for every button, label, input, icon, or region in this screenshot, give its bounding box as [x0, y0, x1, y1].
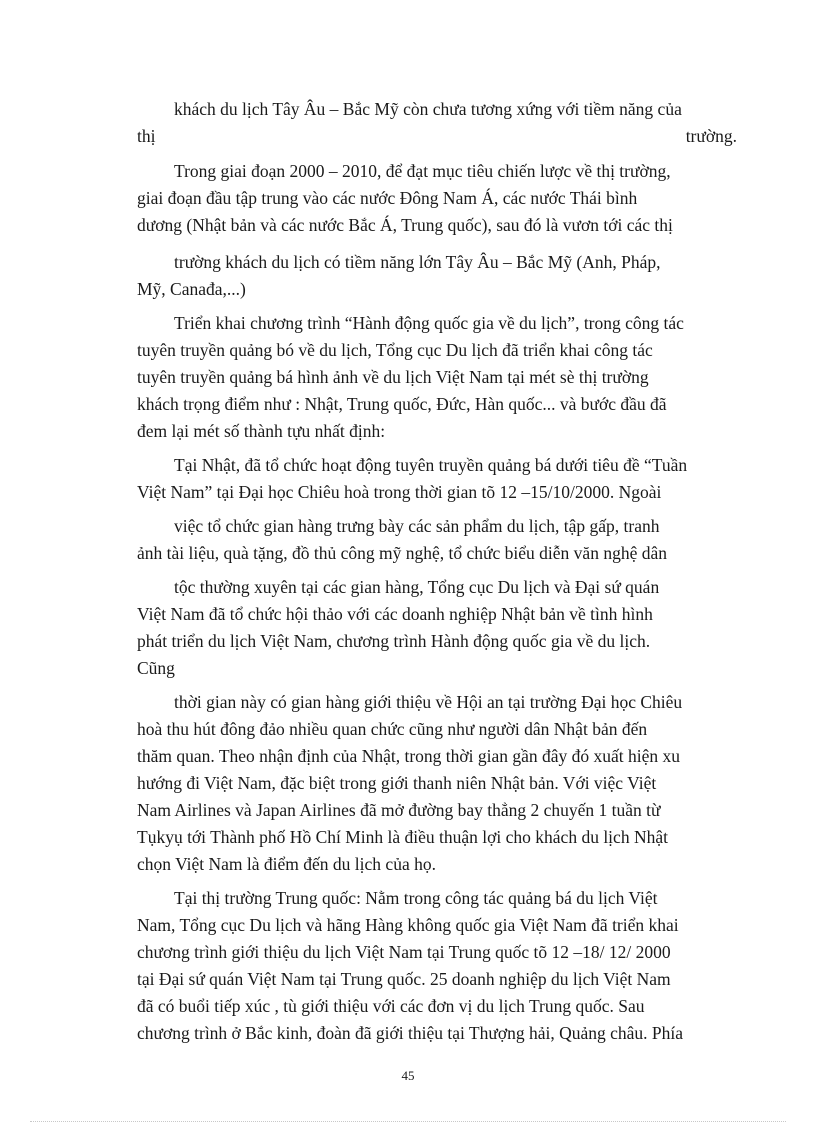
text-line: chương trình giới thiệu du lịch Việt Nam tại Trung quốc tõ 12 –18/ 12/ 2000 — [137, 942, 671, 962]
paragraph-1 — [137, 96, 737, 150]
text-line: tại Đại sứ quán Việt Nam tại Trung quốc. 25 doanh nghiệp du lịch Việt Nam — [137, 969, 671, 989]
text-line: Việt Nam” tại Đại học Chiêu hoà trong thời gian tõ 12 –15/10/2000. Ngoài — [137, 482, 662, 502]
text-line: Tụkyụ tới Thành phố Hồ Chí Minh là điều thuận lợi cho khách du lịch Nhật — [137, 827, 668, 847]
page-number: 45 — [401, 1068, 415, 1083]
text-line: ảnh tài liệu, quà tặng, đồ thủ công mỹ nghệ, tổ chức biểu diễn văn nghệ dân — [137, 543, 667, 563]
text-line: chọn Việt Nam là điểm đến du lịch của họ. — [137, 854, 436, 874]
text-line: Tại thị trường Trung quốc: Nằm trong công tác quảng bá du lịch Việt — [174, 888, 658, 908]
text-fragment: trường. — [685, 126, 737, 146]
text-line: chương trình ở Bắc kinh, đoàn đã giới thiệu tại Thượng hải, Quảng châu. Phía — [137, 1023, 684, 1043]
paragraph-5 — [137, 452, 737, 506]
text-line: thời gian này có gian hàng giới thiệu về Hội an tại trường Đại học Chiêu — [174, 692, 683, 712]
paragraph-4 — [137, 310, 737, 445]
text-line: dương (Nhật bản và các nước Bắc Á, Trung quốc), sau đó là vươn tới các thị — [137, 215, 673, 235]
paragraph-2 — [137, 158, 737, 239]
paragraph-7 — [137, 574, 737, 682]
text-line: Nam, Tổng cục Du lịch và hãng Hàng không quốc gia Việt Nam đã triển khai — [137, 915, 679, 935]
text-line: Triển khai chương trình “Hành động quốc gia về du lịch”, trong công tác — [174, 313, 684, 333]
text-line: đã có buổi tiếp xúc , tù giới thiệu với các đơn vị du lịch Trung quốc. Sau — [137, 996, 645, 1016]
page-bottom-divider — [30, 1121, 786, 1122]
text-line: hướng đi Việt Nam, đặc biệt trong giới thanh niên Nhật bản. Với việc Việt — [137, 773, 657, 793]
paragraph-9 — [137, 885, 737, 1047]
text-fragment: thị — [137, 126, 156, 146]
text-line: tuyên truyền quảng bá hình ảnh về du lịch Việt Nam tại mét sè thị trường — [137, 367, 649, 387]
text-line: phát triển du lịch Việt Nam, chương trình Hành động quốc gia về du lịch. — [137, 631, 651, 651]
text-line: Cũng — [137, 658, 175, 678]
text-line: khách trọng điểm như : Nhật, Trung quốc, Đức, Hàn quốc... và bước đầu đã — [137, 394, 667, 414]
text-line: tộc thường xuyên tại các gian hàng, Tổng cục Du lịch và Đại sứ quán — [174, 577, 660, 597]
text-line: khách du lịch Tây Âu – Bắc Mỹ còn chưa tương xứng với tiềm năng của — [174, 99, 682, 119]
text-line: giai đoạn đầu tập trung vào các nước Đông Nam Á, các nước Thái bình — [137, 188, 638, 208]
text-line: tuyên truyền quảng bó về du lịch, Tổng cục Du lịch đã triển khai công tác — [137, 340, 653, 360]
text-line: Mỹ, Canađa,...) — [137, 279, 246, 299]
text-line: đem lại mét số thành tựu nhất định: — [137, 421, 386, 441]
text-line: hoà thu hút đông đảo nhiều quan chức cũng như người dân Nhật bản đến — [137, 719, 648, 739]
text-line: việc tổ chức gian hàng trưng bày các sản phẩm du lịch, tập gấp, tranh — [174, 516, 660, 536]
text-line: Tại Nhật, đã tổ chức hoạt động tuyên truyền quảng bá dưới tiêu đề “Tuần — [174, 455, 688, 475]
text-line: trường khách du lịch có tiềm năng lớn Tây Âu – Bắc Mỹ (Anh, Pháp, — [174, 252, 661, 272]
text-line: Việt Nam đã tổ chức hội thảo với các doanh nghiệp Nhật bản về tình hình — [137, 604, 653, 624]
text-line: Trong giai đoạn 2000 – 2010, để đạt mục tiêu chiến lược về thị trường, — [174, 161, 671, 181]
body-text — [137, 96, 737, 1047]
text-line-split — [137, 123, 737, 150]
text-line: Nam Airlines và Japan Airlines đã mở đường bay thẳng 2 chuyến 1 tuần từ — [137, 800, 661, 820]
paragraph-8 — [137, 689, 737, 878]
paragraph-6 — [137, 513, 737, 567]
text-line: thăm quan. Theo nhận định của Nhật, trong thời gian gần đây đó xuất hiện xu — [137, 746, 681, 766]
paragraph-3 — [137, 249, 737, 303]
